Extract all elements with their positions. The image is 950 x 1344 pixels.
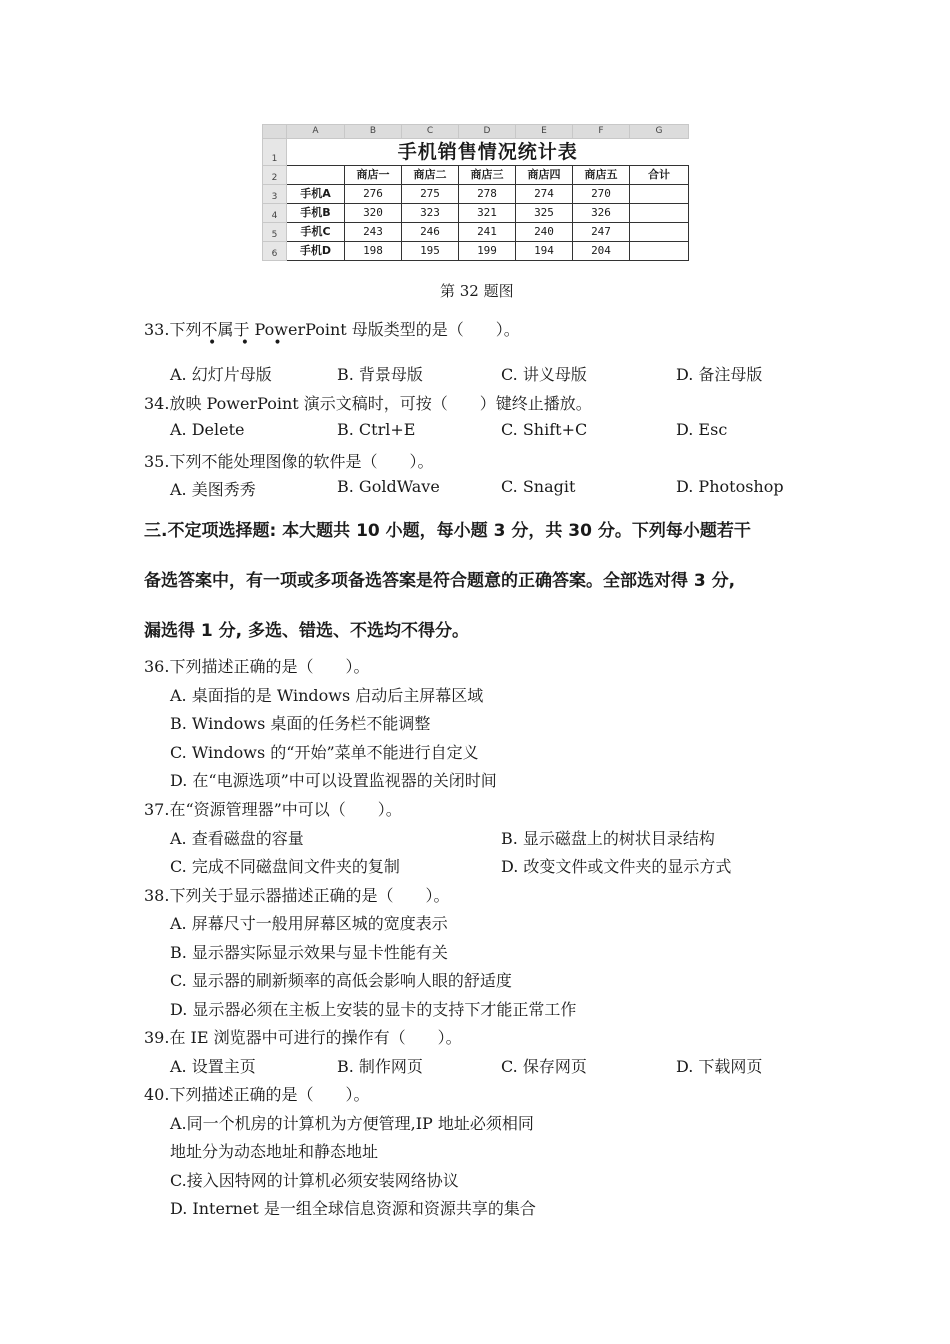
data-cell: 195 (402, 242, 459, 261)
row-number: 1 (263, 139, 287, 166)
data-cell: 274 (516, 185, 573, 204)
question-40-option-b: 地址分为动态地址和静态地址 (170, 1142, 379, 1161)
row-number: 5 (263, 223, 287, 242)
total-cell (630, 242, 689, 261)
question-34-option-c: C. Shift+C (501, 420, 588, 439)
data-cell: 326 (573, 204, 630, 223)
row-number: 6 (263, 242, 287, 261)
row-number: 4 (263, 204, 287, 223)
question-39-option-c: C. 保存网页 (501, 1057, 587, 1076)
column-header: D (459, 125, 516, 139)
data-cell: 247 (573, 223, 630, 242)
data-cell: 204 (573, 242, 630, 261)
question-39-stem: 39.在 IE 浏览器中可进行的操作有（ ）。 (144, 1028, 462, 1047)
question-40-option-c: C.接入因特网的计算机必须安装网络协议 (170, 1171, 459, 1190)
data-cell: 246 (402, 223, 459, 242)
total-cell (630, 223, 689, 242)
header-cell: 商店二 (402, 166, 459, 185)
question-37-option-a: A. 查看磁盘的容量 (170, 829, 304, 848)
spreadsheet-figure (262, 124, 688, 258)
data-cell: 241 (459, 223, 516, 242)
sheet-header-row (263, 166, 689, 185)
question-39-option-d: D. 下载网页 (676, 1057, 763, 1076)
corner-cell (263, 125, 287, 139)
section-heading-line-2: 备选答案中，有一项或多项备选答案是符合题意的正确答案。全部选对得 3 分, (144, 571, 736, 591)
column-header: C (402, 125, 459, 139)
question-36-option-d: D. 在“电源选项”中可以设置监视器的关闭时间 (170, 771, 497, 790)
question-39-option-a: A. 设置主页 (170, 1057, 256, 1076)
row-label: 手机B (287, 204, 345, 223)
row-label: 手机A (287, 185, 345, 204)
question-38-option-d: D. 显示器必须在主板上安装的显卡的支持下才能正常工作 (170, 1000, 577, 1019)
table-row (263, 242, 689, 261)
table-row (263, 185, 689, 204)
question-36-option-b: B. Windows 桌面的任务栏不能调整 (170, 714, 431, 733)
figure-caption: 第 32 题图 (440, 282, 514, 300)
total-cell (630, 185, 689, 204)
sheet-title-row (263, 139, 689, 166)
data-cell: 323 (402, 204, 459, 223)
column-header-row (263, 125, 689, 139)
question-40-option-d: D. Internet 是一组全球信息资源和资源共享的集合 (170, 1199, 536, 1218)
column-header: G (630, 125, 689, 139)
question-40-stem: 40.下列描述正确的是（ ）。 (144, 1085, 370, 1104)
question-33-option-b: B. 背景母版 (337, 365, 423, 384)
question-36-option-a: A. 桌面指的是 Windows 启动后主屏幕区域 (170, 686, 484, 705)
question-35-stem: 35.下列不能处理图像的软件是（ ）。 (144, 452, 434, 471)
data-cell: 194 (516, 242, 573, 261)
table-row (263, 223, 689, 242)
row-number: 3 (263, 185, 287, 204)
question-33-option-d: D. 备注母版 (676, 365, 763, 384)
header-cell: 商店五 (573, 166, 630, 185)
question-33-option-c: C. 讲义母版 (501, 365, 587, 384)
question-33-stem: 33.下列不属于 PowerPoint 母版类型的是（ ）。 (144, 320, 520, 339)
column-header: A (287, 125, 345, 139)
question-36-option-c: C. Windows 的“开始”菜单不能进行自定义 (170, 743, 479, 762)
header-cell: 商店一 (345, 166, 402, 185)
column-header: B (345, 125, 402, 139)
data-cell: 243 (345, 223, 402, 242)
section-heading-line-1: 三.不定项选择题: 本大题共 10 小题，每小题 3 分，共 30 分。下列每小题若干 (144, 521, 751, 541)
question-37-option-d: D. 改变文件或文件夹的显示方式 (501, 857, 732, 876)
data-cell: 321 (459, 204, 516, 223)
emphasis-dots: • • • (208, 335, 292, 351)
question-38-option-b: B. 显示器实际显示效果与显卡性能有关 (170, 943, 448, 962)
data-cell: 325 (516, 204, 573, 223)
question-38-option-a: A. 屏幕尺寸一般用屏幕区城的宽度表示 (170, 914, 448, 933)
question-38-stem: 38.下列关于显示器描述正确的是（ ）。 (144, 886, 450, 905)
question-35-option-a: A. 美图秀秀 (170, 480, 256, 499)
question-34-option-a: A. Delete (170, 420, 245, 439)
question-38-option-c: C. 显示器的刷新频率的高低会影响人眼的舒适度 (170, 971, 512, 990)
question-34-option-b: B. Ctrl+E (337, 420, 416, 439)
column-header: F (573, 125, 630, 139)
sheet-title: 手机销售情况统计表 (287, 139, 689, 166)
row-number: 2 (263, 166, 287, 185)
data-cell: 240 (516, 223, 573, 242)
question-34-option-d: D. Esc (676, 420, 728, 439)
question-35-option-b: B. GoldWave (337, 477, 440, 496)
data-cell: 320 (345, 204, 402, 223)
row-label: 手机D (287, 242, 345, 261)
data-cell: 198 (345, 242, 402, 261)
header-cell (287, 166, 345, 185)
question-40-option-a: A.同一个机房的计算机为方便管理,IP 地址必须相同 (170, 1114, 534, 1133)
column-header: E (516, 125, 573, 139)
question-39-option-b: B. 制作网页 (337, 1057, 423, 1076)
row-label: 手机C (287, 223, 345, 242)
question-35-option-d: D. Photoshop (676, 477, 784, 496)
section-heading-line-3: 漏选得 1 分, 多选、错选、不选均不得分。 (144, 621, 470, 641)
question-36-stem: 36.下列描述正确的是（ ）。 (144, 657, 370, 676)
data-cell: 278 (459, 185, 516, 204)
total-cell (630, 204, 689, 223)
question-37-option-c: C. 完成不同磁盘间文件夹的复制 (170, 857, 400, 876)
data-cell: 270 (573, 185, 630, 204)
question-35-option-c: C. Snagit (501, 477, 576, 496)
data-cell: 199 (459, 242, 516, 261)
data-cell: 275 (402, 185, 459, 204)
question-34-stem: 34.放映 PowerPoint 演示文稿时，可按（ ）键终止播放。 (144, 394, 592, 413)
question-33-option-a: A. 幻灯片母版 (170, 365, 272, 384)
question-37-option-b: B. 显示磁盘上的树状目录结构 (501, 829, 715, 848)
question-37-stem: 37.在“资源管理器”中可以（ ）。 (144, 800, 402, 819)
table-row (263, 204, 689, 223)
header-cell: 合计 (630, 166, 689, 185)
header-cell: 商店四 (516, 166, 573, 185)
data-cell: 276 (345, 185, 402, 204)
header-cell: 商店三 (459, 166, 516, 185)
